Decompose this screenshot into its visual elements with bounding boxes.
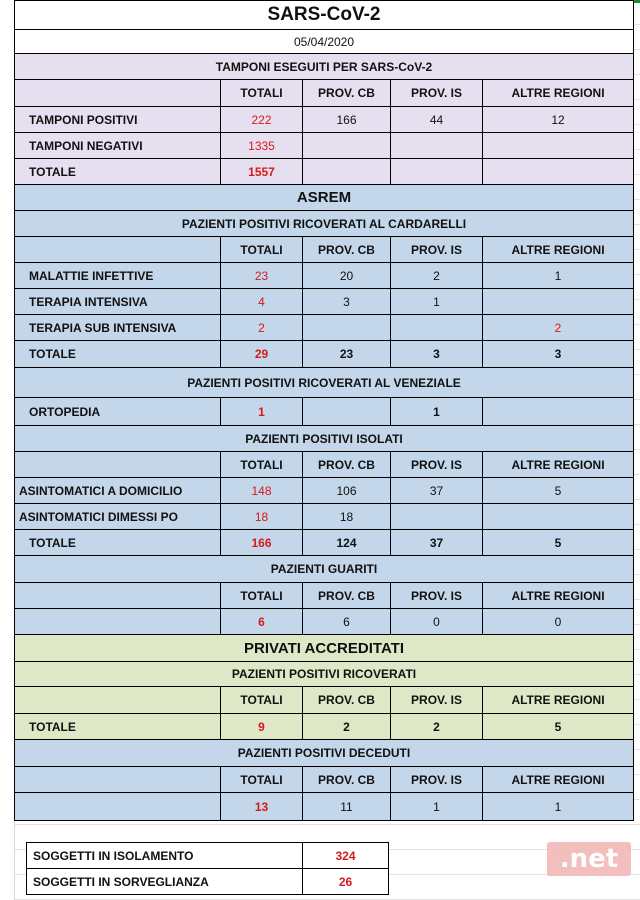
col-altre-regioni: ALTRE REGIONI [483,687,633,714]
row-label: TERAPIA INTENSIVA [15,289,221,315]
value-prov-is: 2 [391,714,483,740]
col-prov-is: PROV. IS [391,80,483,107]
value-totali: 2 [221,315,303,341]
value-prov-is: 3 [391,341,483,368]
col-prov-cb: PROV. CB [303,80,391,107]
value-totali: 29 [221,341,303,368]
col-totali: TOTALI [221,452,303,478]
col-totali: TOTALI [221,80,303,107]
value-totali: 9 [221,714,303,740]
value-prov-cb: 6 [303,609,391,635]
value-totali: 1 [221,398,303,426]
table-row [14,398,634,426]
row-label: MALATTIE INFETTIVE [15,263,221,289]
column-header-row [14,80,634,107]
section-title: PAZIENTI POSITIVI ISOLATI [15,426,633,452]
value-altre-regioni: 5 [483,714,633,740]
table-row [14,793,634,821]
value-prov-is: 37 [391,478,483,504]
summary-value: 26 [303,869,388,895]
value-prov-cb: 3 [303,289,391,315]
table-row [14,315,634,341]
table-row [14,478,634,504]
value-totali: 1335 [221,133,303,159]
table-row-total [14,341,634,368]
section-header-cardarelli [14,211,634,237]
row-header-column [0,0,15,900]
section-header-deceduti [14,740,634,767]
section-title: PAZIENTI POSITIVI RICOVERATI AL VENEZIALE [15,368,633,398]
summary-label: SOGGETTI IN ISOLAMENTO [27,843,303,869]
col-altre-regioni: ALTRE REGIONI [483,237,633,263]
value-prov-is: 2 [391,263,483,289]
table-row [14,289,634,315]
table-row-total [14,159,634,185]
section-header-isolati [14,426,634,452]
col-prov-cb: PROV. CB [303,452,391,478]
summary-label: SOGGETTI IN SORVEGLIANZA [27,869,303,895]
section-header-guariti [14,556,634,583]
value-altre-regioni: 0 [483,609,633,635]
report-date: 05/04/2020 [15,30,633,54]
col-totali: TOTALI [221,237,303,263]
value-totali: 6 [221,609,303,635]
col-prov-is: PROV. IS [391,237,483,263]
column-header-row [14,583,634,609]
value-prov-cb: 166 [303,107,391,133]
value-prov-is: 1 [391,398,483,426]
value-prov-is: 44 [391,107,483,133]
table-row [14,609,634,635]
table-row-total [14,714,634,740]
value-prov-is: 1 [391,793,483,821]
group-title: ASREM [15,185,633,211]
col-totali: TOTALI [221,583,303,609]
table-row [14,263,634,289]
watermark-logo: .net [547,842,631,876]
summary-table [26,842,389,895]
summary-value: 324 [303,843,388,869]
value-altre-regioni: 12 [483,107,633,133]
column-header-row [14,452,634,478]
value-altre-regioni: 5 [483,478,633,504]
summary-row [27,869,388,895]
value-prov-cb: 106 [303,478,391,504]
col-altre-regioni: ALTRE REGIONI [483,767,633,793]
col-prov-cb: PROV. CB [303,583,391,609]
section-header-ricoverati [14,662,634,687]
table-row [14,504,634,530]
value-prov-cb: 20 [303,263,391,289]
table-row [14,107,634,133]
col-prov-is: PROV. IS [391,583,483,609]
value-totali: 148 [221,478,303,504]
col-altre-regioni: ALTRE REGIONI [483,583,633,609]
value-altre-regioni: 5 [483,530,633,556]
section-title: PAZIENTI POSITIVI RICOVERATI AL CARDARELLI [15,211,633,237]
value-prov-is: 0 [391,609,483,635]
col-totali: TOTALI [221,687,303,714]
column-header-row [14,767,634,793]
report-title: SARS-CoV-2 [15,1,633,30]
section-title: TAMPONI ESEGUITI PER SARS-CoV-2 [15,54,633,80]
value-prov-cb: 18 [303,504,391,530]
group-title: PRIVATI ACCREDITATI [15,635,633,662]
section-title: PAZIENTI POSITIVI RICOVERATI [15,662,633,687]
col-totali: TOTALI [221,767,303,793]
value-altre-regioni: 1 [483,793,633,821]
col-altre-regioni: ALTRE REGIONI [483,80,633,107]
table-row [14,133,634,159]
column-header-row [14,687,634,714]
row-label: TAMPONI POSITIVI [15,107,221,133]
value-prov-cb: 2 [303,714,391,740]
value-totali: 13 [221,793,303,821]
section-title: PAZIENTI POSITIVI DECEDUTI [15,740,633,767]
col-prov-is: PROV. IS [391,767,483,793]
value-prov-cb: 23 [303,341,391,368]
value-prov-cb: 124 [303,530,391,556]
col-altre-regioni: ALTRE REGIONI [483,452,633,478]
value-totali: 4 [221,289,303,315]
value-totali: 1557 [221,159,303,185]
row-label: TOTALE [15,530,221,556]
col-prov-cb: PROV. CB [303,237,391,263]
summary-row [27,843,388,869]
row-label: TERAPIA SUB INTENSIVA [15,315,221,341]
row-label: TOTALE [15,714,221,740]
date-row [14,30,634,54]
value-totali: 222 [221,107,303,133]
col-prov-cb: PROV. CB [303,687,391,714]
value-totali: 18 [221,504,303,530]
col-prov-is: PROV. IS [391,452,483,478]
group-header-privati [14,635,634,662]
section-title: PAZIENTI GUARITI [15,556,633,583]
value-altre-regioni: 2 [483,315,633,341]
section-header-tamponi [14,54,634,80]
value-prov-cb: 11 [303,793,391,821]
value-prov-is: 37 [391,530,483,556]
value-altre-regioni: 3 [483,341,633,368]
value-totali: 23 [221,263,303,289]
row-label: TOTALE [15,341,221,368]
value-totali: 166 [221,530,303,556]
report-sheet [14,0,634,821]
title-row [14,0,634,30]
value-prov-is: 1 [391,289,483,315]
row-label: ASINTOMATICI DIMESSI PO [15,504,221,530]
col-prov-cb: PROV. CB [303,767,391,793]
table-row-total [14,530,634,556]
row-label: ORTOPEDIA [15,398,221,426]
row-label: TAMPONI NEGATIVI [15,133,221,159]
col-prov-is: PROV. IS [391,687,483,714]
section-header-veneziale [14,368,634,398]
value-altre-regioni: 1 [483,263,633,289]
row-label: TOTALE [15,159,221,185]
group-header-asrem [14,185,634,211]
column-header-row [14,237,634,263]
row-label: ASINTOMATICI A DOMICILIO [15,478,221,504]
